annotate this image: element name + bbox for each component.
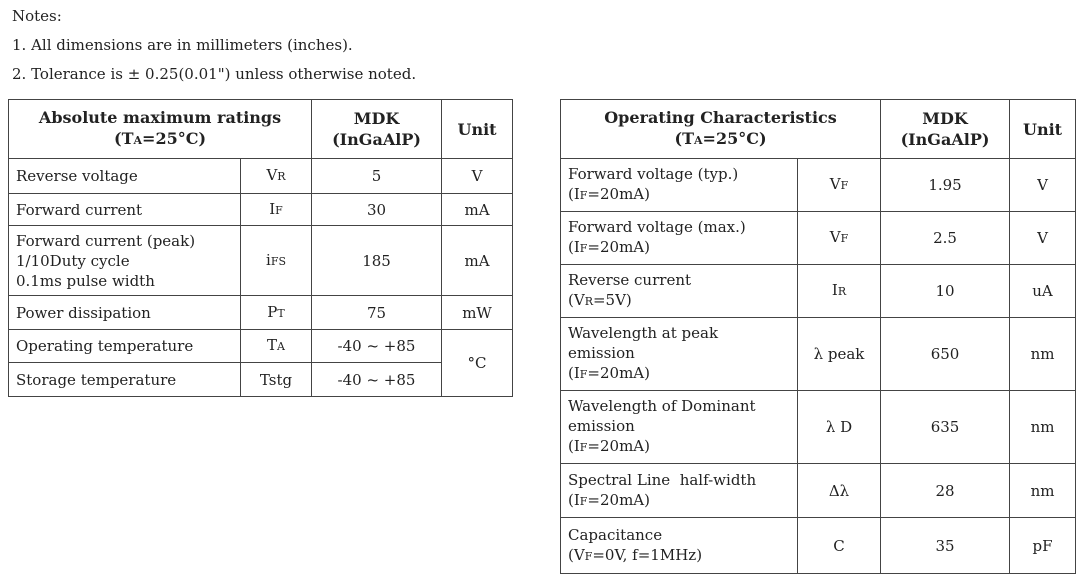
table-row — [561, 212, 1076, 265]
symbol-cell: Tstg — [241, 363, 312, 397]
value-cell: 635 — [881, 391, 1010, 464]
value-cell: 2.5 — [881, 212, 1010, 265]
param-cell: Storage temperature — [9, 363, 241, 397]
value-cell: 1.95 — [881, 159, 1010, 212]
table-row — [9, 296, 513, 330]
value-cell: 5 — [312, 159, 442, 194]
symbol-cell: Δλ — [798, 464, 881, 518]
notes-title: Notes: — [12, 7, 62, 25]
table-row — [561, 464, 1076, 518]
unit-cell: mW — [442, 296, 513, 330]
unit-cell: pF — [1010, 518, 1076, 574]
note-1: 1. All dimensions are in millimeters (inches). — [12, 36, 353, 54]
table-header-row — [561, 100, 1076, 159]
table-row — [9, 159, 513, 194]
symbol-cell: VR — [241, 159, 312, 194]
header-unit: Unit — [1010, 100, 1076, 159]
absolute-max-ratings-table — [8, 99, 513, 397]
value-cell: 35 — [881, 518, 1010, 574]
notes-section — [12, 2, 416, 89]
symbol-cell: iFS — [241, 226, 312, 296]
table-row — [561, 518, 1076, 574]
value-cell: 650 — [881, 318, 1010, 391]
symbol-cell: C — [798, 518, 881, 574]
param-cell: Wavelength of Dominant emission (IF=20mA) — [561, 391, 798, 464]
value-cell: 10 — [881, 265, 1010, 318]
symbol-cell: PT — [241, 296, 312, 330]
unit-cell: nm — [1010, 318, 1076, 391]
header-condition: (TA=25°C) — [114, 129, 207, 148]
param-cell: Reverse current (VR=5V) — [561, 265, 798, 318]
param-cell: Wavelength at peak emission (IF=20mA) — [561, 318, 798, 391]
value-cell: 185 — [312, 226, 442, 296]
table-row — [9, 226, 513, 296]
note-2: 2. Tolerance is ± 0.25(0.01") unless otherwise noted. — [12, 65, 417, 83]
param-cell: Forward current (peak) 1/10Duty cycle 0.1ms pulse width — [9, 226, 241, 296]
unit-cell: V — [1010, 159, 1076, 212]
unit-cell: V — [1010, 212, 1076, 265]
unit-cell: nm — [1010, 464, 1076, 518]
table-row — [9, 330, 513, 363]
header-mdk: MDK (InGaAlP) — [312, 100, 442, 159]
header-title: Operating Characteristics — [604, 108, 837, 127]
value-cell: -40 ~ +85 — [312, 330, 442, 363]
table-header-row — [9, 100, 513, 159]
value-cell: -40 ~ +85 — [312, 363, 442, 397]
param-cell: Forward current — [9, 194, 241, 226]
unit-cell: mA — [442, 226, 513, 296]
symbol-cell: λ D — [798, 391, 881, 464]
unit-cell: nm — [1010, 391, 1076, 464]
param-cell: Forward voltage (max.) (IF=20mA) — [561, 212, 798, 265]
header-title: Absolute maximum ratings — [38, 108, 282, 127]
symbol-cell: IR — [798, 265, 881, 318]
header-title-cell — [9, 100, 312, 159]
table-row — [561, 265, 1076, 318]
symbol-cell: λ peak — [798, 318, 881, 391]
unit-cell: V — [442, 159, 513, 194]
symbol-cell: VF — [798, 159, 881, 212]
param-cell: Capacitance (VF=0V, f=1MHz) — [561, 518, 798, 574]
value-cell: 75 — [312, 296, 442, 330]
symbol-cell: TA — [241, 330, 312, 363]
param-cell: Power dissipation — [9, 296, 241, 330]
header-mdk: MDK (InGaAlP) — [881, 100, 1010, 159]
value-cell: 30 — [312, 194, 442, 226]
header-title-cell — [561, 100, 881, 159]
symbol-cell: VF — [798, 212, 881, 265]
unit-cell: °C — [442, 330, 513, 397]
param-cell: Forward voltage (typ.) (IF=20mA) — [561, 159, 798, 212]
param-cell: Reverse voltage — [9, 159, 241, 194]
value-cell: 28 — [881, 464, 1010, 518]
header-condition: (TA=25°C) — [674, 129, 767, 148]
table-row — [561, 391, 1076, 464]
param-cell: Spectral Line half-width (IF=20mA) — [561, 464, 798, 518]
operating-characteristics-table — [560, 99, 1076, 574]
unit-cell: mA — [442, 194, 513, 226]
table-row — [561, 318, 1076, 391]
unit-cell: uA — [1010, 265, 1076, 318]
param-cell: Operating temperature — [9, 330, 241, 363]
header-unit: Unit — [442, 100, 513, 159]
table-row — [9, 363, 513, 397]
symbol-cell: IF — [241, 194, 312, 226]
table-row — [9, 194, 513, 226]
table-row — [561, 159, 1076, 212]
